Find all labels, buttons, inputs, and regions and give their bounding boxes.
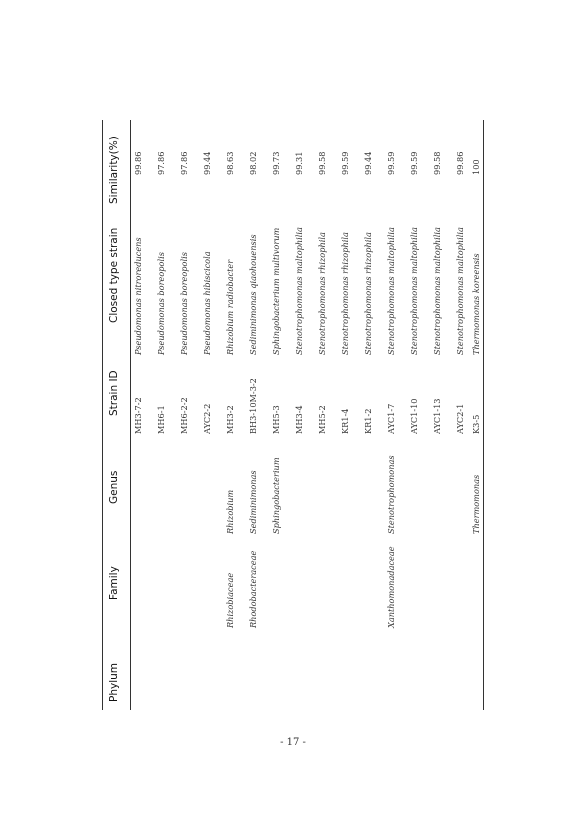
table-cell-strain: MH3-7-2 bbox=[133, 397, 143, 434]
table-top-rule bbox=[102, 120, 103, 710]
table-cell-species: Thermomonas koreensis bbox=[471, 253, 481, 355]
table-cell-strain: MH5-3 bbox=[271, 405, 281, 434]
table-cell-strain: MH3-2 bbox=[225, 405, 235, 434]
table-cell-similarity: 98.63 bbox=[225, 151, 235, 175]
table-cell-species: Stenotrophomonas maltophilia bbox=[294, 227, 304, 355]
header-strain-id: Strain ID bbox=[108, 370, 120, 416]
table-cell-similarity: 98.02 bbox=[248, 151, 258, 175]
table-cell-similarity: 99.86 bbox=[455, 151, 465, 175]
header-similarity: Similarity(%) bbox=[108, 136, 120, 204]
table-cell-similarity: 99.58 bbox=[317, 151, 327, 175]
table-cell-similarity: 100 bbox=[471, 159, 481, 175]
table-cell-species: Stenotrophomonas rhizophila bbox=[317, 232, 327, 355]
table-cell-species: Sediminimonas qiaohouensis bbox=[248, 234, 258, 355]
table-cell-species: Stenotrophomonas rhizophila bbox=[340, 232, 350, 355]
table-cell-species: Rhizobium radiobacter bbox=[225, 259, 235, 355]
table-cell-genus: Sediminimonas bbox=[248, 470, 258, 534]
table-cell-similarity: 99.73 bbox=[271, 151, 281, 175]
table-cell-strain: MH3-4 bbox=[294, 405, 304, 434]
table-bottom-rule bbox=[483, 120, 484, 710]
table-cell-strain: MH6-2-2 bbox=[179, 397, 189, 434]
page-number: - 17 - bbox=[280, 737, 306, 748]
table-cell-species: Stenotrophomonas maltophilia bbox=[386, 227, 396, 355]
table-cell-strain: MH6-1 bbox=[156, 405, 166, 434]
table-cell-family: Rhizobiaceae bbox=[225, 572, 235, 628]
table-cell-species: Stenotrophomonas maltophilia bbox=[455, 227, 465, 355]
table-cell-genus: Thermomonas bbox=[471, 474, 481, 534]
table-cell-strain: K3-5 bbox=[471, 414, 481, 434]
table-cell-similarity: 97.86 bbox=[179, 151, 189, 175]
table-cell-strain: KR1-2 bbox=[363, 408, 373, 434]
table-cell-strain: MH5-2 bbox=[317, 405, 327, 434]
table-cell-similarity: 99.44 bbox=[202, 151, 212, 175]
table-cell-species: Stenotrophomonas rhizophila bbox=[363, 232, 373, 355]
table-cell-species: Pseudomonas boreopolis bbox=[156, 252, 166, 355]
table-cell-species: Pseudomonas boreopolis bbox=[179, 252, 189, 355]
table-header-rule bbox=[130, 120, 131, 710]
table-cell-species: Pseudomonas hibiscicola bbox=[202, 251, 212, 355]
table-cell-family: Rhodobacteraceae bbox=[248, 550, 258, 628]
table-cell-genus: Stenotrophomonas bbox=[386, 455, 396, 534]
table-cell-similarity: 99.59 bbox=[409, 151, 419, 175]
table-cell-strain: AYC1-10 bbox=[409, 398, 419, 434]
table-cell-strain: KR1-4 bbox=[340, 408, 350, 434]
table-cell-similarity: 99.86 bbox=[133, 151, 143, 175]
table-cell-strain: AYC2-2 bbox=[202, 403, 212, 434]
table-cell-similarity: 99.59 bbox=[340, 151, 350, 175]
table-cell-strain: AYC1-13 bbox=[432, 398, 442, 434]
table-cell-species: Stenotrophomonas maltophilia bbox=[432, 227, 442, 355]
table-cell-species: Sphingobacterium multivorum bbox=[271, 227, 281, 355]
table-cell-species: Pseudomonas nitroreducens bbox=[133, 237, 143, 355]
table-cell-genus: Rhizobium bbox=[225, 489, 235, 534]
table-cell-similarity: 99.59 bbox=[386, 151, 396, 175]
header-family: Family bbox=[108, 566, 120, 600]
taxonomy-table bbox=[100, 120, 485, 710]
header-closed-type-strain: Closed type strain bbox=[108, 227, 120, 323]
table-cell-similarity: 99.44 bbox=[363, 151, 373, 175]
table-cell-similarity: 99.31 bbox=[294, 151, 304, 175]
table-cell-strain: AYC1-7 bbox=[386, 403, 396, 434]
header-phylum: Phylum bbox=[108, 662, 120, 702]
header-genus: Genus bbox=[108, 470, 120, 504]
table-cell-strain: BH3-10M-3-2 bbox=[248, 378, 258, 434]
table-cell-strain: AYC2-1 bbox=[455, 403, 465, 434]
table-cell-family: Xanthomonadaceae bbox=[386, 546, 396, 628]
table-cell-species: Stenotrophomonas maltophilia bbox=[409, 227, 419, 355]
table-cell-genus: Sphingobacterium bbox=[271, 457, 281, 534]
table-cell-similarity: 99.58 bbox=[432, 151, 442, 175]
table-cell-similarity: 97.86 bbox=[156, 151, 166, 175]
